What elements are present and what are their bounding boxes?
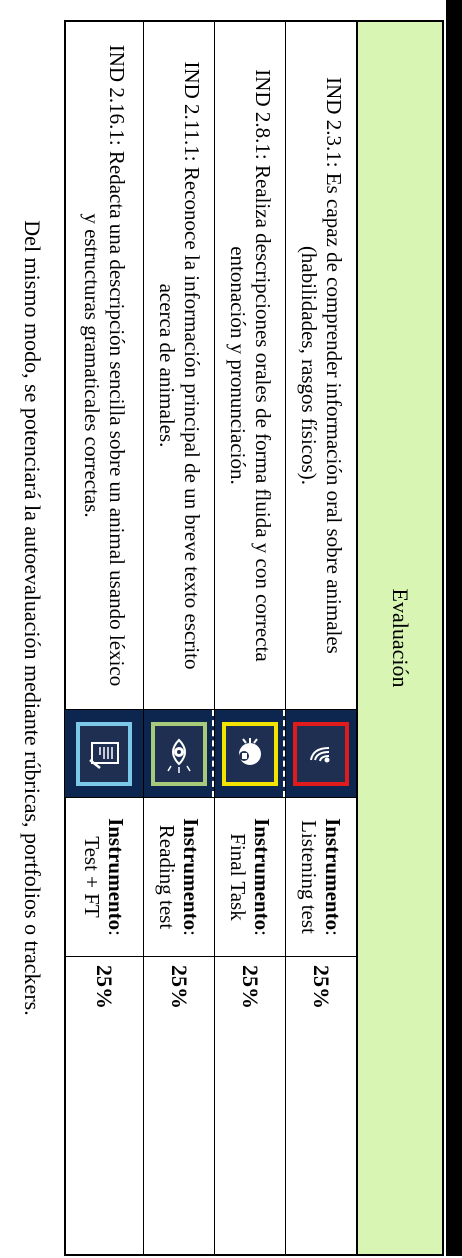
weight-percent: 25% <box>92 965 117 1009</box>
instrument-label: Instrumento <box>321 818 345 931</box>
table-row <box>285 22 356 1254</box>
table-row <box>64 22 143 1254</box>
instrument-label: Instrumento <box>104 818 128 931</box>
instrument-value: Reading test <box>155 824 179 930</box>
indicator-text: IND 2.16.1: Redacta una descripción sencilla sobre un animal usando léxico y estructuras gramaticales correctas. <box>65 22 143 710</box>
indicator-text: IND 2.3.1: Es capaz de comprender información oral sobre animales (habilidades, rasgos físicos). <box>286 22 356 710</box>
instrument-cell: Instrumento: Test + FT <box>65 797 143 957</box>
reading-eye-icon <box>151 722 207 786</box>
indicator-text: IND 2.11.1: Reconoce la información principal de un breve texto escrito acerca de animales. <box>144 22 214 710</box>
table-row <box>143 22 214 1254</box>
page-edge-band <box>446 0 462 1256</box>
table-header: Evaluación <box>356 22 442 1254</box>
weight-percent: 25% <box>238 965 263 1009</box>
instrument-label: Instrumento <box>250 818 274 931</box>
row-divider-dashed <box>283 710 285 797</box>
listening-ear-icon <box>293 722 349 786</box>
row-divider-dashed <box>212 710 214 797</box>
instrument-label: Instrumento <box>179 818 203 931</box>
instrument-value: Listening test <box>297 820 321 934</box>
instrument-value: Final Task <box>226 833 250 921</box>
indicator-text: IND 2.8.1: Realiza descripciones orales de forma fluida y con correcta entonación y pronunciación. <box>215 22 285 710</box>
footer-note: Del mismo modo, se potenciará la autoevaluación mediante rúbricas, portfolios o trackers. <box>20 220 45 1016</box>
evaluation-table <box>64 20 444 1256</box>
weight-percent: 25% <box>309 965 334 1009</box>
weight-percent: 25% <box>167 965 192 1009</box>
icon-cell <box>65 710 143 797</box>
icon-cell <box>215 710 285 797</box>
speaking-head-icon <box>222 722 278 786</box>
writing-page-icon <box>76 722 132 786</box>
instrument-cell: Instrumento: Final Task <box>215 797 285 957</box>
instrument-cell: Instrumento: Reading test <box>144 797 214 957</box>
icon-cell <box>286 710 356 797</box>
instrument-value: Test + FT <box>80 836 104 918</box>
instrument-cell: Instrumento: Listening test <box>286 797 356 957</box>
icon-cell <box>144 710 214 797</box>
table-row <box>214 22 285 1254</box>
